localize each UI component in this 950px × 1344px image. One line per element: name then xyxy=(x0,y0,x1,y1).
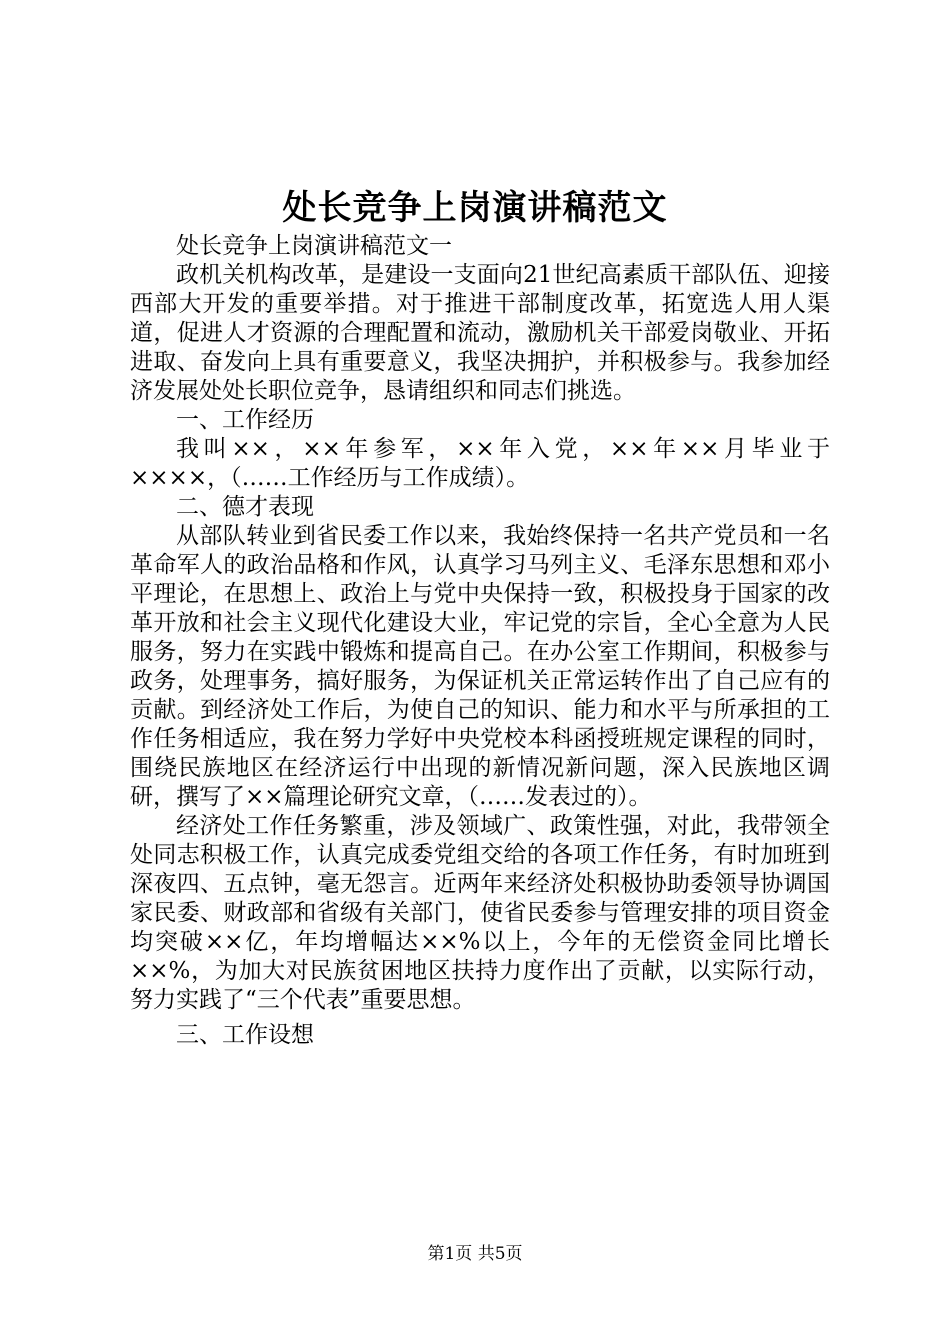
heading-work-plan: 三、工作设想 xyxy=(176,1022,314,1048)
page-number-footer: 第1页 共5页 xyxy=(427,1244,523,1264)
paragraph-economy: 经济处工作任务繁重，涉及领域广、政策性强，对此，我带领全处同志积极工作，认真完成委党组交给的各项工作任务，有时加班到深夜四、五点钟，毫无怨言。近两年来经济处积极协助委领导协调国家民委、财政部和省级有关部门，使省民委参与管理安排的项目资金均突破××亿，年均增幅达××%以上，今年的无偿资金同比增长××%，为加大对民族贫困地区扶持力度作出了贡献，以实际行动，努力实践了“三个代表”重要思想。 xyxy=(130,813,830,1013)
paragraph-work-history: 我叫××，××年参军，××年入党，××年××月毕业于××××，（……工作经历与工作成绩）。 xyxy=(130,436,830,491)
document-body xyxy=(130,232,830,1050)
paragraph-virtue: 从部队转业到省民委工作以来，我始终保持一名共产党员和一名革命军人的政治品格和作风，认真学习马列主义、毛泽东思想和邓小平理论，在思想上、政治上与党中央保持一致，积极投身于国家的改革开放和社会主义现代化建设大业，牢记党的宗旨，全心全意为人民服务，努力在实践中锻炼和提高自己。在办公室工作期间，积极参与政务，处理事务，搞好服务，为保证机关正常运转作出了自己应有的贡献。到经济处工作后，为使自己的知识、能力和水平与所承担的工作任务相适应，我在努力学好中央党校本科函授班规定课程的同时，围绕民族地区在经济运行中出现的新情况新问题，深入民族地区调研，撰写了××篇理论研究文章，（……发表过的）。 xyxy=(130,523,830,810)
heading-virtue: 二、德才表现 xyxy=(176,494,314,520)
paragraph-intro: 政机关机构改革，是建设一支面向21世纪高素质干部队伍、迎接西部大开发的重要举措。对于推进干部制度改革，拓宽选人用人渠道，促进人才资源的合理配置和流动，激励机关干部爱岗敬业、开拓进取、奋发向上具有重要意义，我坚决拥护，并积极参与。我参加经济发展处处长职位竞争，恳请组织和同志们挑选。 xyxy=(130,262,830,404)
document-title: 处长竞争上岗演讲稿范文 xyxy=(282,188,668,228)
heading-work-history: 一、工作经历 xyxy=(176,407,314,433)
document-subtitle: 处长竞争上岗演讲稿范文一 xyxy=(176,233,452,259)
